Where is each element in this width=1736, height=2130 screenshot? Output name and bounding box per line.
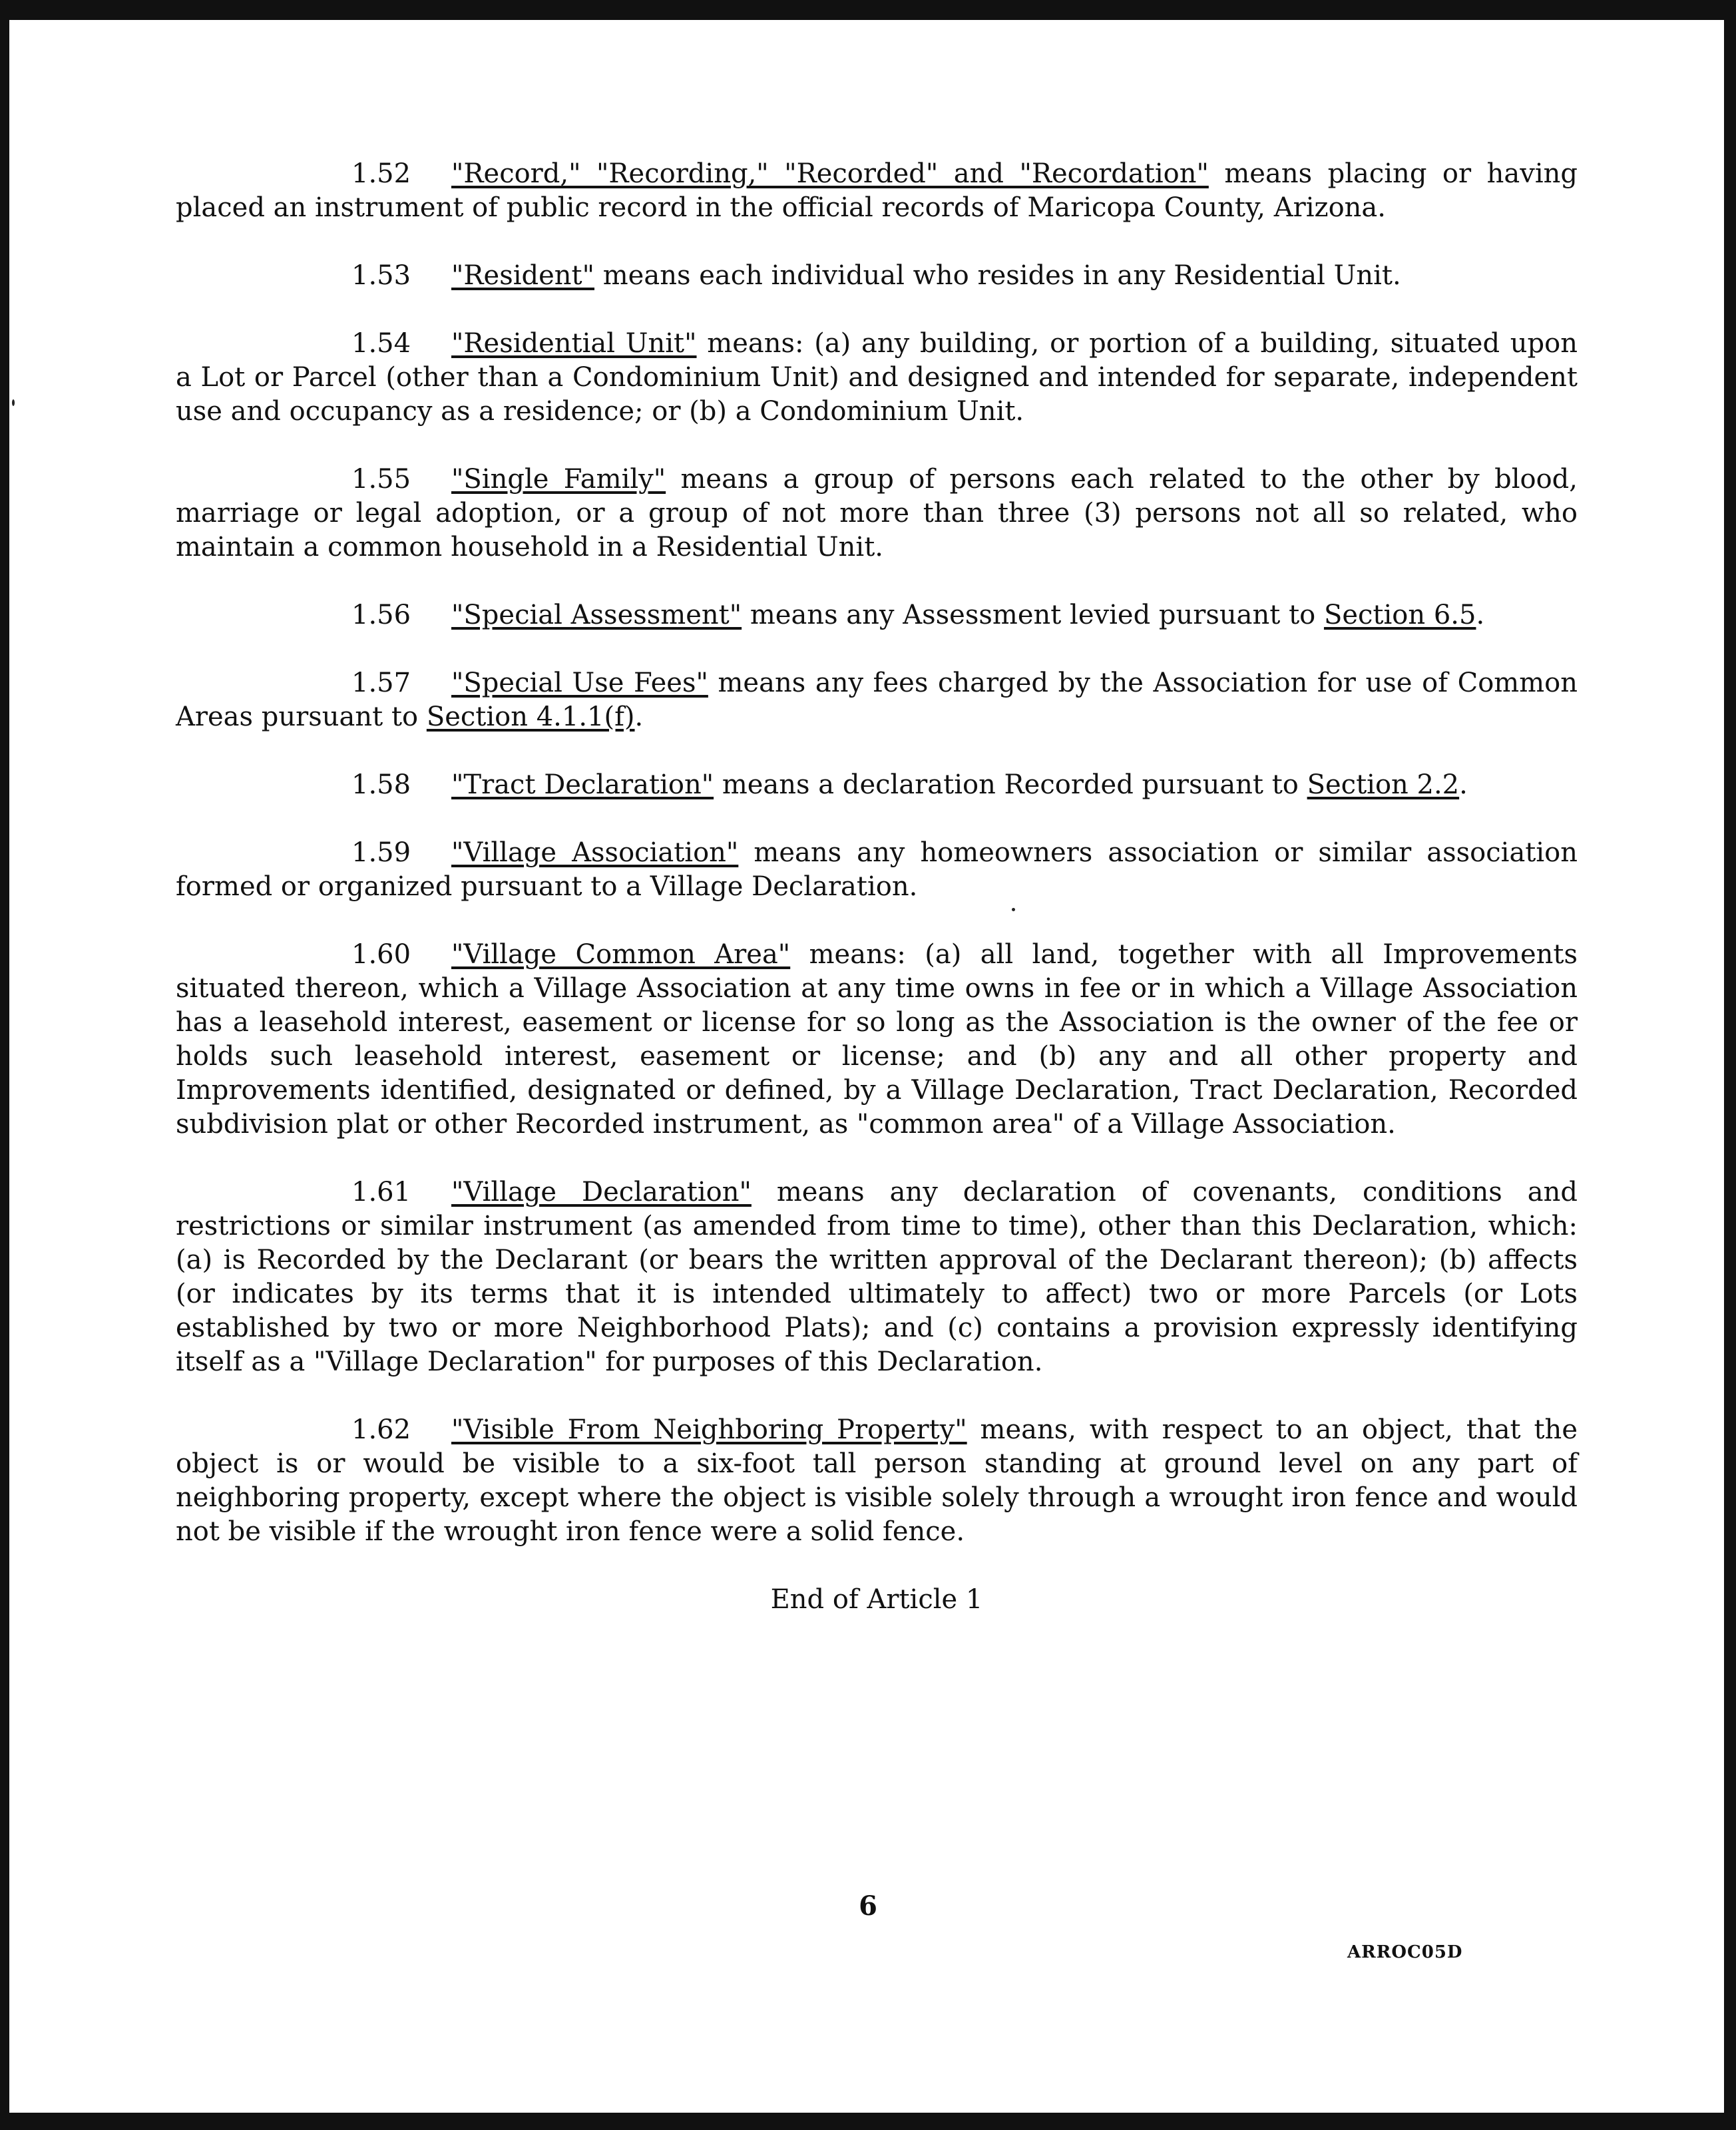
definition-1-55 — [176, 463, 1578, 564]
definition-number: 1.61 — [351, 1177, 411, 1207]
definition-text: means any declaration of covenants, conditions and restrictions or similar instrument (as amended from time to time), other than this Declaration, which: (a) is Recorded by the Declarant (or bears the written approval of the Declarant thereon); (b) affects (or indicates by its terms that it is intended ultimately to affect) two or more Parcels (or Lots established by two or more Neighborhood Plats); and (c) contains a provision expressly identifying itself as a "Village Declaration" for purposes of this Declaration. — [176, 1177, 1578, 1377]
defined-term: "Record," "Recording," "Recorded" and "Recordation" — [451, 158, 1209, 189]
definition-number: 1.55 — [351, 464, 411, 495]
definition-text: means a declaration Recorded pursuant to — [714, 769, 1307, 800]
definition-text: means: (a) any building, or portion of a building, situated upon a Lot or Parcel (other than a Condominium Unit) and designed and intended for separate, independent use and occupancy as a residence; or (b) a Condominium Unit. — [176, 328, 1578, 427]
definition-1-53 — [176, 259, 1578, 293]
definition-number: 1.57 — [351, 668, 411, 698]
definition-1-61 — [176, 1175, 1578, 1379]
definition-1-57 — [176, 666, 1578, 734]
definition-1-59 — [176, 836, 1578, 904]
section-reference: Section 2.2 — [1307, 769, 1460, 800]
document-code: ARROC05D — [1347, 1942, 1463, 1962]
scan-speck — [12, 399, 15, 406]
definition-number: 1.60 — [351, 939, 411, 970]
section-reference: Section 6.5 — [1323, 600, 1476, 630]
definition-text: means any Assessment levied pursuant to — [742, 600, 1324, 630]
definition-number: 1.59 — [351, 837, 411, 868]
defined-term: "Tract Declaration" — [451, 769, 714, 800]
definition-text: means any fees charged by the Association for use of Common Areas pursuant to — [176, 668, 1578, 732]
defined-term: "Residential Unit" — [451, 328, 697, 359]
defined-term: "Special Assessment" — [451, 600, 742, 630]
definition-text: means placing or having placed an instrument of public record in the official records of Maricopa County, Arizona. — [176, 158, 1578, 223]
definition-end: . — [634, 702, 644, 732]
document-page — [176, 157, 1578, 1643]
defined-term: "Village Declaration" — [451, 1177, 752, 1207]
defined-term: "Single Family" — [451, 464, 666, 495]
end-of-article: End of Article 1 — [770, 1584, 983, 1615]
definition-1-60 — [176, 938, 1578, 1142]
defined-term: "Visible From Neighboring Property" — [451, 1414, 967, 1445]
definition-end: . — [1476, 600, 1485, 630]
definition-1-52 — [176, 157, 1578, 225]
definition-text: means, with respect to an object, that the object is or would be visible to a six-foot tall person standing at ground level on any part of neighboring property, except where the object is visible solely through a wrought iron fence and would not be visible if the wrought iron fence were a solid fence. — [176, 1414, 1578, 1547]
defined-term: "Village Common Area" — [451, 939, 791, 970]
definition-text: means each individual who resides in any Residential Unit. — [594, 260, 1401, 291]
definition-number: 1.58 — [351, 769, 411, 800]
definition-number: 1.62 — [351, 1414, 411, 1445]
definition-number: 1.54 — [351, 328, 411, 359]
scan-speck — [1012, 908, 1015, 911]
definition-end: . — [1459, 769, 1468, 800]
page-number: 6 — [859, 1890, 877, 1922]
definition-text: means a group of persons each related to the other by blood, marriage or legal adoption, or a group of not more than three (3) persons not all so related, who maintain a common household in a Residential Unit. — [176, 464, 1578, 562]
definition-text: means any homeowners association or similar association formed or organized pursuant to a Village Declaration. — [176, 837, 1578, 902]
definition-1-54 — [176, 327, 1578, 429]
definition-number: 1.53 — [351, 260, 411, 291]
definition-1-58 — [176, 768, 1578, 802]
defined-term: "Village Association" — [451, 837, 739, 868]
definition-text: means: (a) all land, together with all Improvements situated thereon, which a Village Association at any time owns in fee or in which a Village Association has a leasehold interest, easement or license for so long as the Association is the owner of the fee or holds such leasehold interest, easement or license; and (b) any and all other property and Improvements identified, designated or defined, by a Village Declaration, Tract Declaration, Recorded subdivision plat or other Recorded instrument, as "common area" of a Village Association. — [176, 939, 1578, 1140]
defined-term: "Special Use Fees" — [451, 668, 708, 698]
definition-number: 1.52 — [351, 158, 411, 189]
section-reference: Section 4.1.1(f) — [426, 702, 635, 732]
definition-number: 1.56 — [351, 600, 411, 630]
definition-1-62 — [176, 1413, 1578, 1549]
defined-term: "Resident" — [451, 260, 595, 291]
definition-1-56 — [176, 598, 1578, 632]
